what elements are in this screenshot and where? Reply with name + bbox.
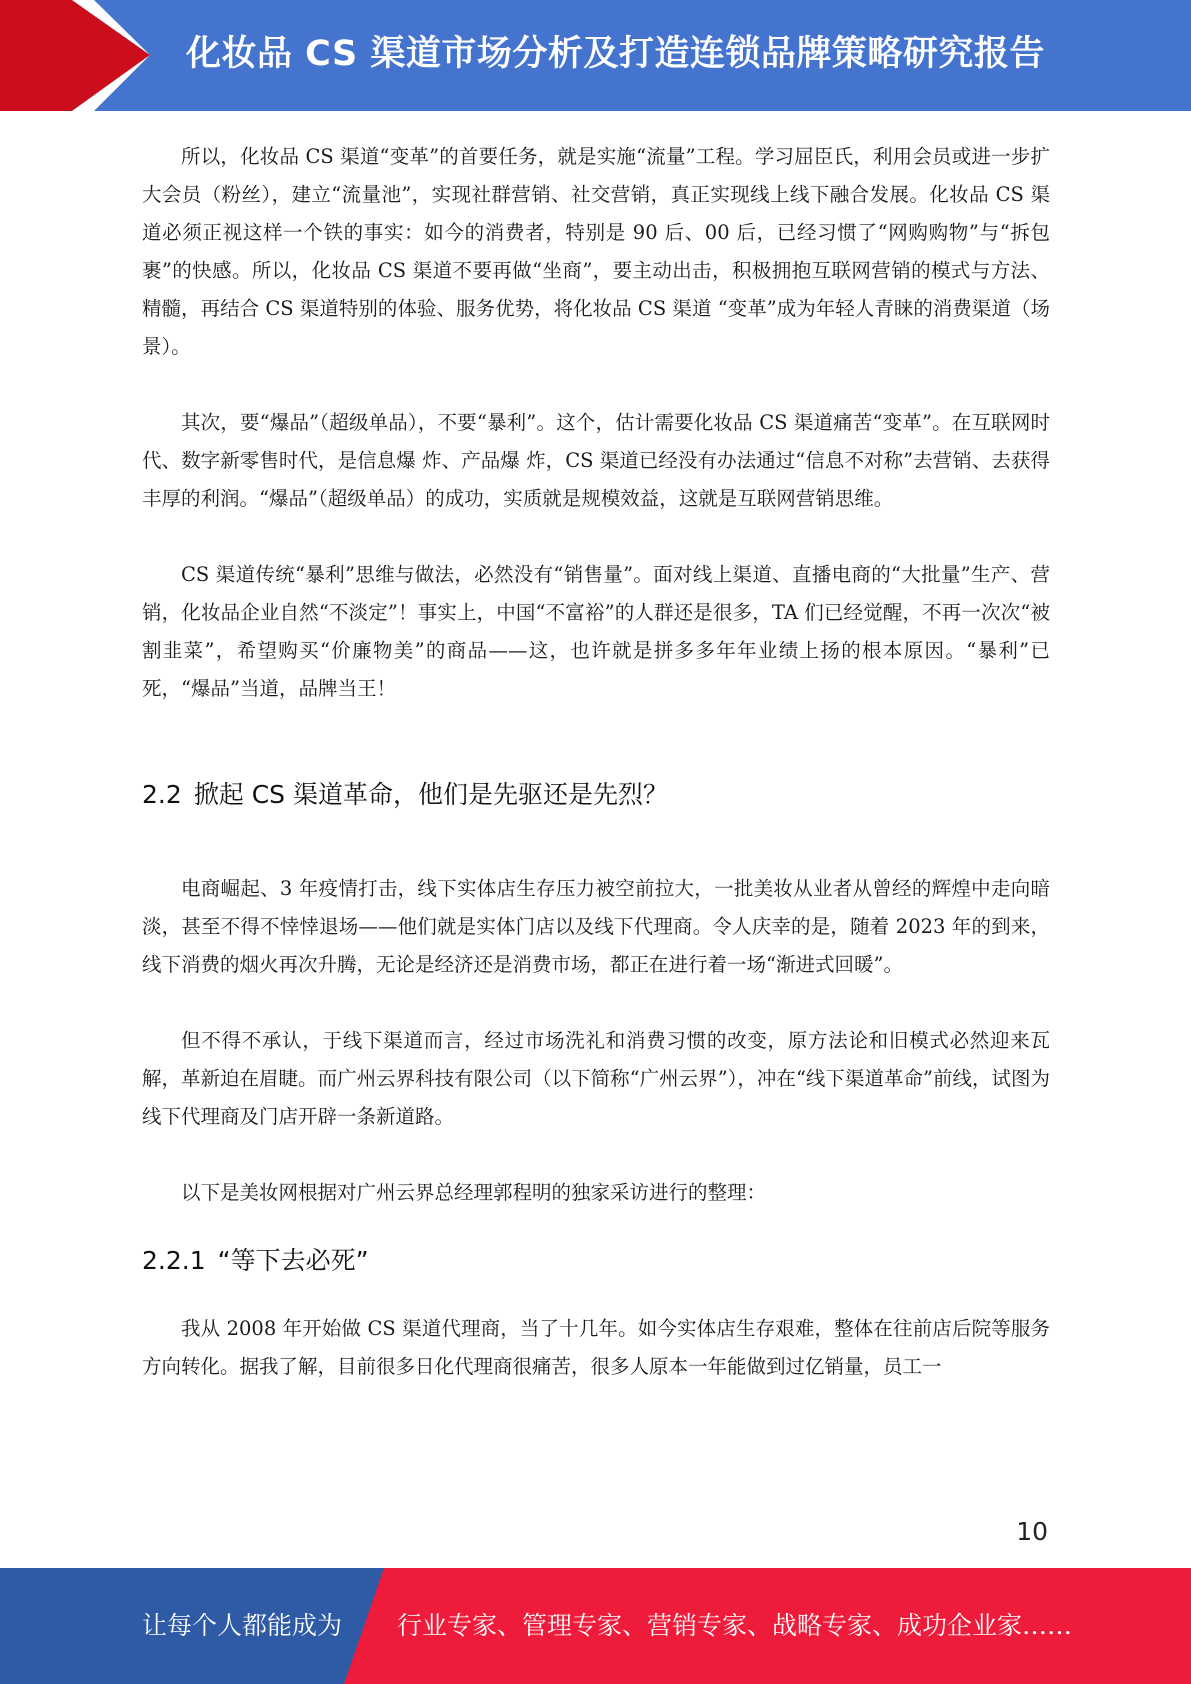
page-header [0,0,1191,111]
header-red-arrow [0,0,150,111]
paragraph: 所以，化妆品 CS 渠道“变革”的首要任务，就是实施“流量”工程。学习屈臣氏，利用会员或进一步扩大会员（粉丝），建立“流量池”，实现社群营销、社交营销，真正实现线上线下融合发展。化妆品 CS 渠道必须正视这样一个铁的事实：如今的消费者，特别是 90 后、00 后，已经习惯了“网购购物”与“拆包裹”的快感。所以，化妆品 CS 渠道不要再做“坐商”，要主动出击，积极拥抱互联网营销的模式与方法、精髓，再结合 CS 渠道特别的体验、服务优势，将化妆品 CS 渠道 “变革”成为年轻人青睐的消费渠道（场景）。 [142,145,1050,358]
paragraph: 电商崛起、3 年疫情打击，线下实体店生存压力被空前拉大，一批美妆从业者从曾经的辉煌中走向暗淡，甚至不得不悻悻退场——他们就是实体门店以及线下代理商。令人庆幸的是，随着 2023 年的到来，线下消费的烟火再次升腾，无论是经济还是消费市场，都正在进行着一场“渐进式回暖”。 [142,877,1050,976]
paragraph: 但不得不承认，于线下渠道而言，经过市场洗礼和消费习惯的改变，原方法论和旧模式必然迎来瓦解，革新迫在眉睫。而广州云界科技有限公司（以下简称“广州云界”），冲在“线下渠道革命”前线，试图为线下代理商及门店开辟一条新道路。 [142,1029,1050,1128]
paragraph: 以下是美妆网根据对广州云界总经理郭程明的独家采访进行的整理： [181,1181,767,1204]
paragraph: CS 渠道传统“暴利”思维与做法，必然没有“销售量”。面对线上渠道、直播电商的“大批量”生产、营销，化妆品企业自然“不淡定”！事实上，中国“不富裕”的人群还是很多，TA 们已经觉醒，不再一次次“被割韭菜”，希望购买“价廉物美”的商品——这，也许就是拼多多年年业绩上扬的根本原因。“暴利”已死，“爆品”当道，品牌当王！ [142,563,1050,700]
paragraph: 我从 2008 年开始做 CS 渠道代理商，当了十几年。如今实体店生存艰难，整体在往前店后院等服务方向转化。据我了解，目前很多日化代理商很痛苦，很多人原本一年能做到过亿销量，员工一 [142,1317,1050,1378]
section-number: 2.2 [142,780,182,809]
section-heading-2-2 [142,776,1050,814]
footer-slogan-left: 让每个人都能成为 [142,1611,343,1640]
paragraph: 其次，要“爆品”（超级单品），不要“暴利”。这个，估计需要化妆品 CS 渠道痛苦“变革”。在互联网时代、数字新零售时代，是信息爆 炸、产品爆 炸，CS 渠道已经没有办法通过“信息不对称”去营销、去获得丰厚的利润。“爆品”（超级单品）的成功，实质就是规模效益，这就是互联网营销思维。 [142,411,1050,510]
section-number: 2.2.1 [142,1246,206,1275]
header-title: 化妆品 CS 渠道市场分析及打造连锁品牌策略研究报告 [186,34,1045,74]
section-heading-2-2-1 [142,1242,1050,1280]
document-body [142,138,1050,1386]
page-number: 10 [1016,1517,1048,1546]
footer-slogan-right: 行业专家、管理专家、营销专家、战略专家、成功企业家…… [397,1611,1073,1640]
page-footer [0,1568,1191,1684]
section-title: 掀起 CS 渠道革命，他们是先驱还是先烈？ [193,780,668,809]
section-title: “等下去必死” [217,1246,369,1275]
